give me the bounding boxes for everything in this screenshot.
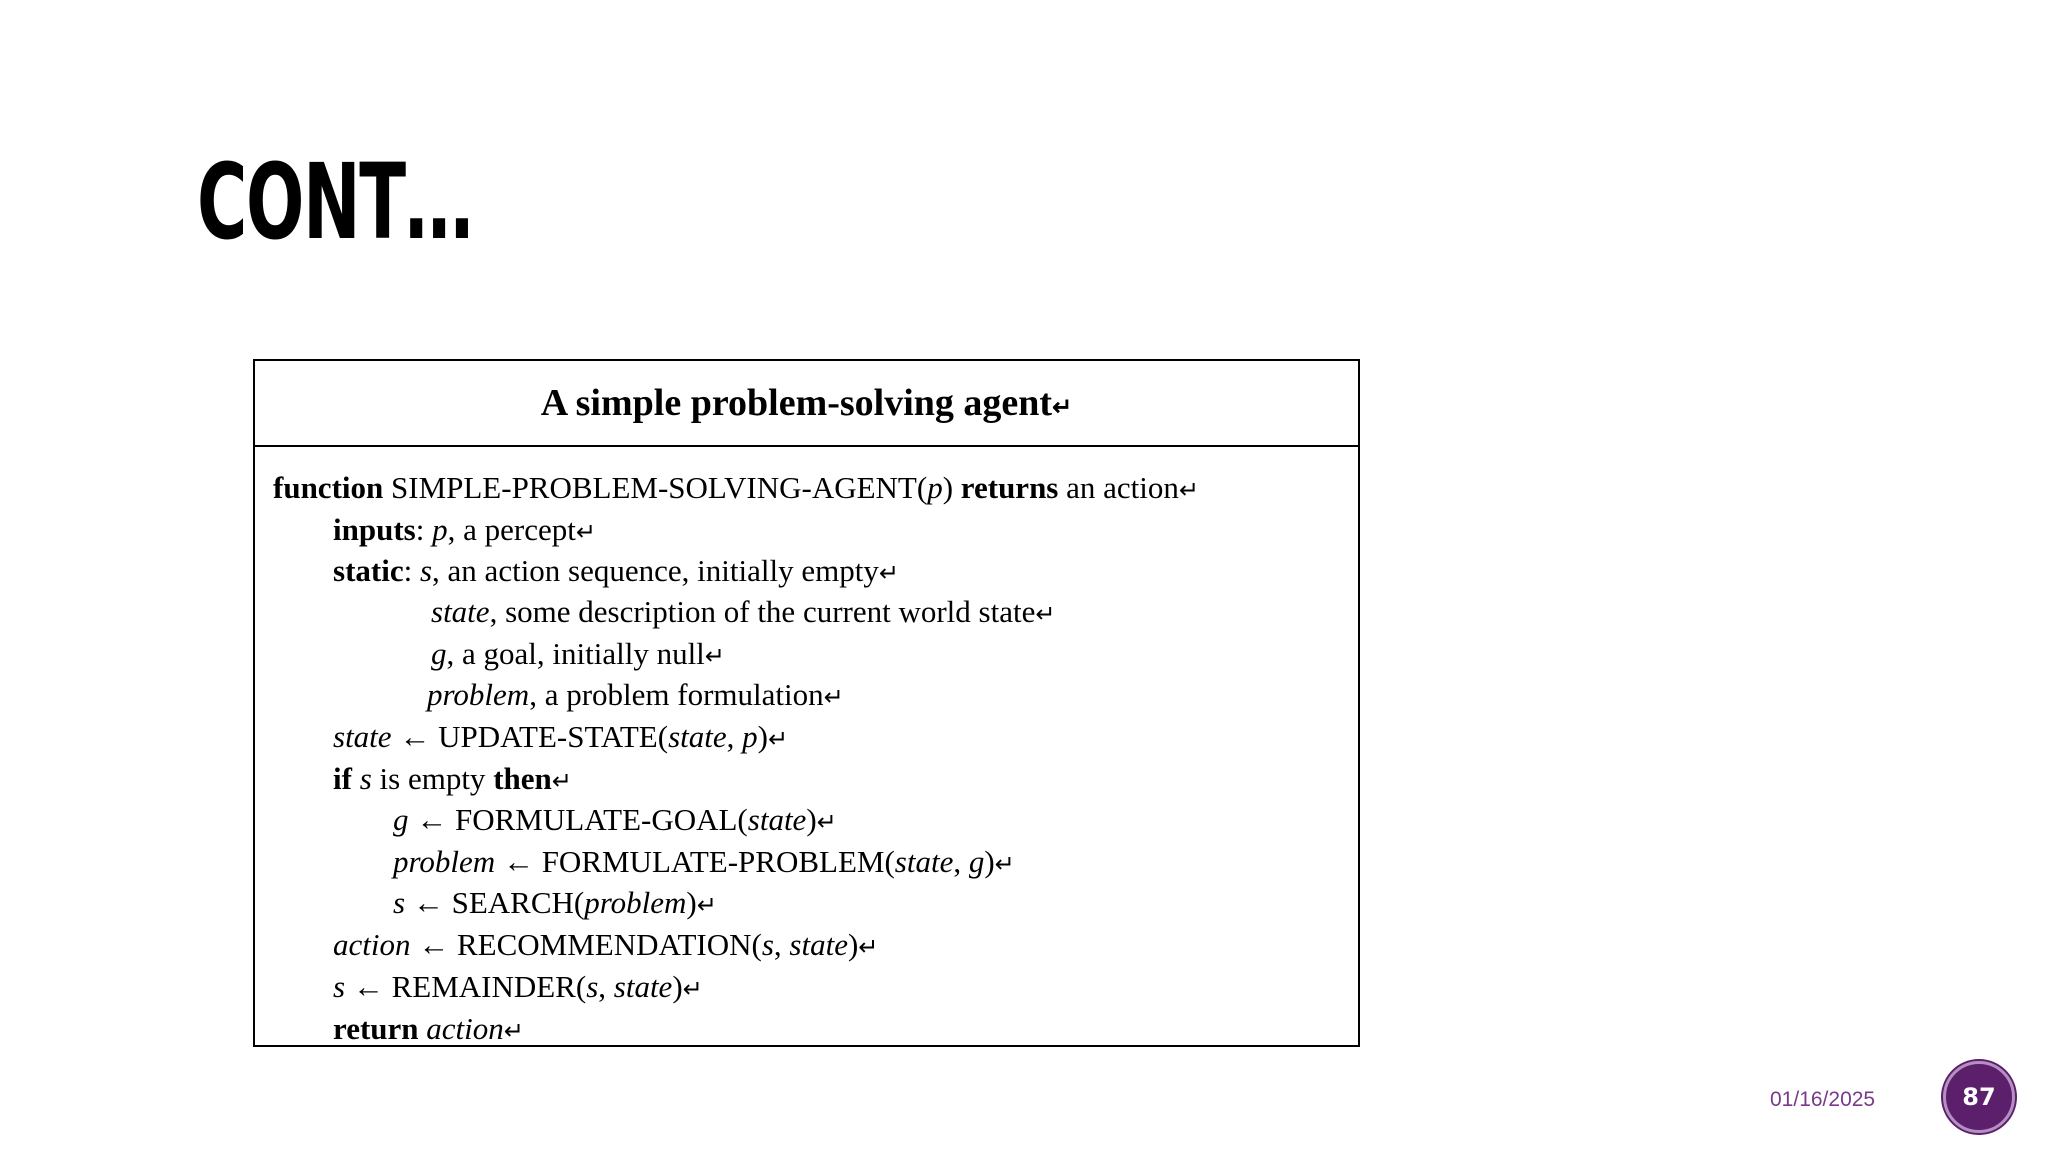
- code-text: , a percept: [447, 512, 576, 547]
- code-text: SIMPLE-PROBLEM-SOLVING-AGENT(: [383, 470, 928, 505]
- code-text: REMAINDER(: [383, 969, 587, 1004]
- code-text: ): [984, 844, 995, 879]
- variable: state: [789, 927, 848, 962]
- return-mark: ↵: [704, 644, 725, 670]
- code-text: SEARCH(: [443, 885, 585, 920]
- return-mark: ↵: [575, 520, 596, 546]
- keyword: then: [493, 761, 552, 796]
- variable: action: [426, 1011, 504, 1046]
- code-text: ,: [598, 969, 614, 1004]
- code-text: ): [847, 927, 859, 962]
- variable: problem: [393, 844, 496, 879]
- return-mark: ↵: [767, 727, 789, 753]
- assign-arrow: ←: [418, 927, 450, 962]
- variable: s: [393, 885, 406, 920]
- assign-arrow: ←: [412, 885, 444, 920]
- code-text: ): [757, 719, 768, 754]
- algorithm-line: [333, 1013, 524, 1044]
- slide-title: CONT…: [197, 141, 473, 263]
- variable: state: [613, 969, 673, 1004]
- code-text: , some description of the current world state: [489, 594, 1036, 629]
- algorithm-line: [333, 514, 596, 545]
- variable: state: [668, 719, 727, 754]
- code-text: ): [686, 885, 697, 920]
- algorithm-line: [431, 638, 725, 669]
- algorithm-line: [333, 971, 703, 1002]
- algorithm-line: [393, 887, 717, 918]
- return-mark: ↵: [1178, 478, 1199, 504]
- code-text: is empty: [371, 761, 494, 796]
- code-text: ,: [773, 927, 790, 962]
- keyword: inputs: [333, 512, 416, 547]
- code-text: UPDATE-STATE(: [430, 719, 669, 754]
- variable: s: [359, 761, 372, 796]
- code-text: ): [672, 969, 683, 1004]
- variable: p: [742, 719, 758, 754]
- variable: problem: [584, 885, 687, 920]
- algorithm-line: [333, 555, 899, 586]
- variable: s: [761, 927, 774, 962]
- code-text: , a problem formulation: [529, 677, 824, 712]
- variable: s: [333, 969, 346, 1004]
- return-mark: ↵: [878, 561, 899, 587]
- code-text: RECOMMENDATION(: [449, 927, 762, 962]
- algorithm-line: [427, 679, 844, 710]
- keyword: returns: [960, 470, 1059, 505]
- variable: state: [333, 719, 392, 754]
- keyword: return: [333, 1011, 419, 1046]
- variable: p: [432, 512, 448, 547]
- return-mark: ↵: [503, 1019, 524, 1045]
- keyword: function: [273, 470, 384, 505]
- algorithm-line: [393, 804, 837, 835]
- algorithm-caption-text: A simple problem-solving agent: [540, 382, 1053, 424]
- algorithm-line: [273, 472, 1199, 503]
- return-mark: ↵: [994, 852, 1015, 878]
- code-text: [352, 761, 360, 796]
- return-mark: ↵: [696, 893, 717, 919]
- code-text: FORMULATE-GOAL(: [447, 802, 748, 837]
- variable: p: [927, 470, 943, 505]
- keyword: static: [333, 553, 404, 588]
- code-text: an action: [1058, 470, 1179, 505]
- algorithm-line: [333, 929, 878, 960]
- algorithm-box: [253, 359, 1360, 1047]
- variable: g: [431, 636, 447, 671]
- return-mark: ↵: [551, 769, 572, 795]
- variable: state: [747, 802, 807, 837]
- variable: s: [419, 553, 433, 588]
- code-text: , an action sequence, initially empty: [432, 553, 879, 588]
- assign-arrow: ←: [502, 844, 534, 879]
- assign-arrow: ←: [416, 802, 448, 837]
- return-mark: ↵: [682, 977, 703, 1003]
- variable: state: [431, 594, 490, 629]
- slide-date: 01/16/2025: [1770, 1088, 1876, 1111]
- code-text: ,: [726, 719, 743, 754]
- code-text: FORMULATE-PROBLEM(: [533, 844, 895, 879]
- code-text: ,: [953, 844, 969, 879]
- page-number-badge: [1943, 1061, 2015, 1133]
- page-number: 87: [1962, 1083, 1996, 1111]
- variable: problem: [427, 677, 530, 712]
- code-text: ): [806, 802, 817, 837]
- algorithm-line: [393, 846, 1015, 877]
- assign-arrow: ←: [399, 719, 431, 754]
- variable: g: [968, 844, 985, 879]
- variable: s: [586, 969, 599, 1004]
- return-mark: ↵: [816, 810, 837, 836]
- code-text: :: [403, 553, 420, 588]
- code-text: , a goal, initially null: [446, 636, 705, 671]
- algorithm-line: [333, 721, 788, 752]
- algorithm-caption: [255, 361, 1358, 447]
- variable: g: [393, 802, 409, 837]
- assign-arrow: ←: [352, 969, 384, 1004]
- code-text: ): [942, 470, 961, 505]
- return-mark: ↵: [1035, 602, 1056, 628]
- algorithm-line: [333, 763, 572, 794]
- variable: action: [333, 927, 411, 962]
- algorithm-line: [431, 596, 1055, 627]
- return-mark: ↵: [1052, 395, 1073, 421]
- return-mark: ↵: [858, 935, 879, 961]
- code-text: :: [415, 512, 433, 547]
- return-mark: ↵: [823, 685, 844, 711]
- variable: state: [894, 844, 954, 879]
- keyword: if: [333, 761, 352, 796]
